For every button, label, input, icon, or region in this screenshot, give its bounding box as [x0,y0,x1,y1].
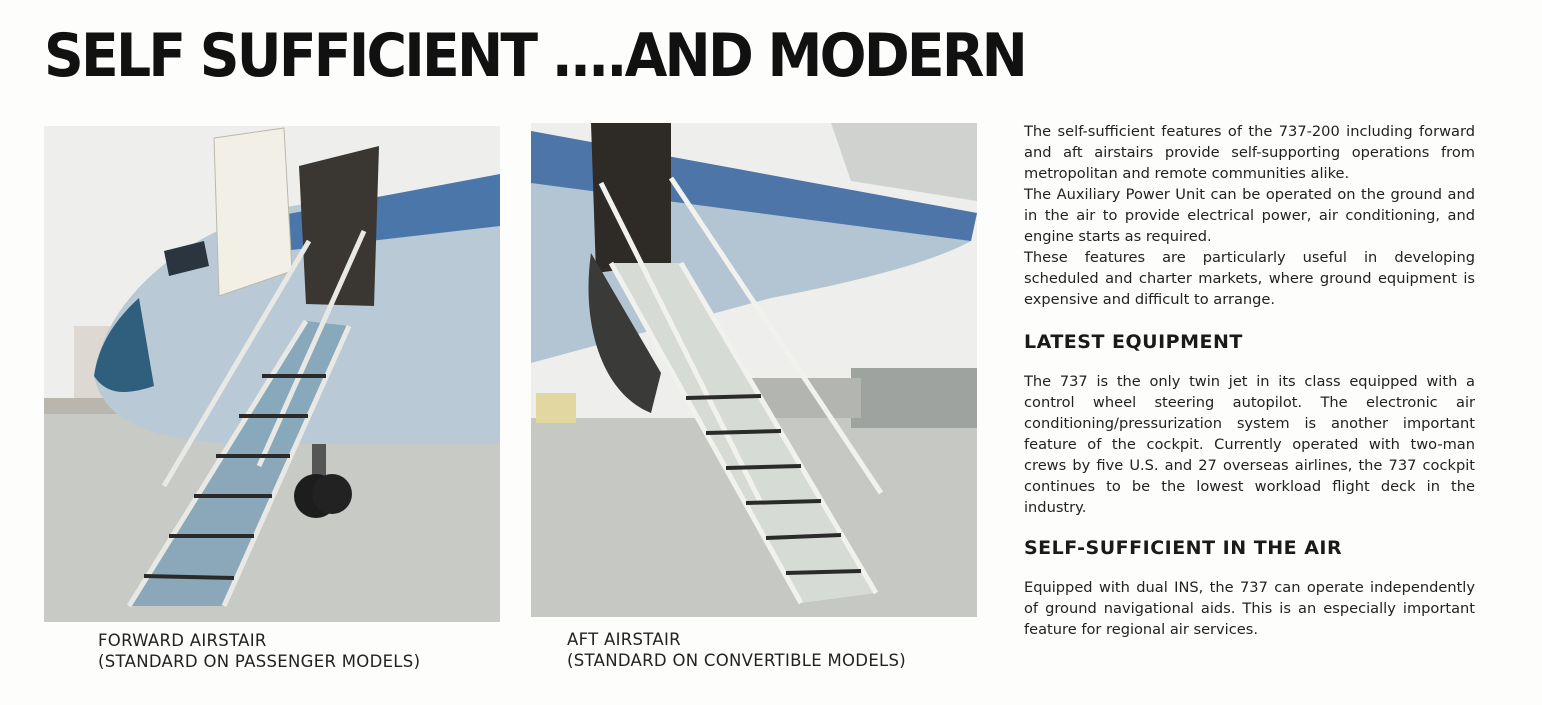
aft-caption-line1: AFT AIRSTAIR [567,630,681,649]
text-column [1024,121,1475,640]
aft-caption-line2: (STANDARD ON CONVERTIBLE MODELS) [567,651,907,670]
latest-equipment-text: The 737 is the only twin jet in its class equipped with a control wheel steering autopilot. The electronic air conditioning/pressurization system is another important feature of the cockpit. Currently operated with two-man crews by five U.S. and 27 overseas airlines, the 737 cockpit continues to be the lowest workload flight deck in the industry. [1024,373,1475,516]
self-sufficient-air-heading: SELF-SUFFICIENT IN THE AIR [1024,537,1343,559]
intro-paragraph-3: These features are particularly useful in developing scheduled and charter markets, where ground equipment is expensive and difficult to arrange. [1024,249,1475,308]
forward-airstair-caption [98,630,420,672]
self-sufficient-air-text: Equipped with dual INS, the 737 can operate independently of ground navigational aids. This is an especially important feature for regional air services. [1024,579,1475,638]
latest-equipment-heading: LATEST EQUIPMENT [1024,331,1243,353]
intro-paragraph-1: The self-sufficient features of the 737-200 including forward and aft airstairs provide self-supporting operations from metropolitan and remote communities alike. [1024,123,1475,182]
intro-paragraph-2: The Auxiliary Power Unit can be operated on the ground and in the air to provide electrical power, air conditioning, and engine starts as required. [1024,186,1475,245]
forward-caption-line1: FORWARD AIRSTAIR [98,631,267,650]
forward-caption-line2: (STANDARD ON PASSENGER MODELS) [98,652,421,671]
page-title: SELF SUFFICIENT ....AND MODERN [44,21,1026,91]
aft-airstair-caption [567,629,906,671]
forward-airstair-photo [44,126,500,622]
aft-airstair-photo [531,123,977,617]
